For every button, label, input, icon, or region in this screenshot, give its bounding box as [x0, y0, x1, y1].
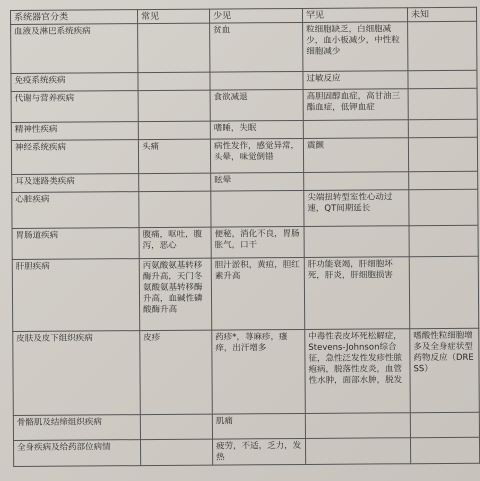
uncommon-cell: 肌痛 [212, 413, 305, 439]
common-cell: 丙氨酸氨基转移酶升高，天门冬氨酸氨基转移酶升高，血碱性磷酸酶升高 [139, 258, 212, 331]
common-cell: 皮疹 [140, 330, 213, 415]
uncommon-cell: 嗜睡，失眠 [210, 120, 303, 139]
table-row [11, 21, 477, 73]
organ-class-cell: 免疫系统疾病 [11, 73, 138, 92]
uncommon-cell [211, 190, 304, 227]
organ-class-cell: 胃肠道疾病 [12, 228, 139, 260]
common-cell [138, 90, 210, 122]
table-row [12, 189, 478, 228]
rare-cell: 肝功能衰竭，肝细胞坏死，肝炎，肝细胞损害 [304, 257, 410, 330]
uncommon-cell: 病性发作，感觉异常，头晕，味觉倒错 [210, 138, 303, 173]
common-cell [139, 191, 211, 228]
unknown-cell [409, 225, 478, 256]
uncommon-cell: 疲劳，不适，乏力，发热 [213, 438, 306, 465]
header-organ-class: 系统器官分类 [11, 10, 138, 25]
organ-class-cell: 骨骼肌及结缔组织疾病 [13, 415, 140, 441]
rare-cell [303, 120, 408, 139]
common-cell [139, 173, 211, 192]
table-row [13, 328, 480, 415]
header-common: 常见 [138, 9, 210, 24]
uncommon-cell: 便秘，消化不良，胃肠胀气，口干 [211, 226, 304, 258]
organ-class-cell: 耳及迷路类疾病 [12, 174, 139, 193]
common-cell: 头痛 [138, 139, 210, 174]
table-row [14, 437, 480, 466]
unknown-cell [408, 88, 477, 119]
table-row [11, 88, 477, 122]
uncommon-cell: 贫血 [210, 22, 303, 72]
rare-cell: 中毒性表皮坏死松解症，Stevens-Johnson综合征，急性泛发性发疹性脓疱病，脱落性皮炎，血管性水肿，面部水肿，脱发 [305, 329, 411, 414]
rare-cell [304, 226, 409, 258]
table-row [12, 225, 478, 259]
organ-class-cell: 肝胆疾病 [12, 259, 139, 332]
uncommon-cell: 药疹*，荨麻疹，瘙痒，出汗增多 [212, 329, 306, 414]
rare-cell [304, 172, 409, 191]
rare-cell [305, 413, 410, 439]
rare-cell [305, 438, 410, 465]
unknown-cell [408, 21, 477, 70]
header-uncommon: 少见 [209, 8, 302, 23]
unknown-cell [410, 437, 479, 463]
rare-cell: 粒细胞缺乏，白细胞减少，血小板减少，中性粒细胞减少 [303, 22, 408, 72]
organ-class-cell: 心脏疾病 [12, 192, 139, 229]
unknown-cell [409, 189, 478, 225]
table-row [13, 412, 479, 440]
uncommon-cell: 胆汁淤积，黄疸，胆红素升高 [211, 257, 305, 330]
table-row [12, 256, 478, 331]
unknown-cell [409, 171, 478, 189]
rare-cell: 高胆固醇血症，高甘油三酯血症，低钾血症 [303, 89, 408, 121]
unknown-cell: 嗜酸性粒细胞增多及全身症状型药物反应（DRESS） [410, 328, 480, 412]
uncommon-cell [210, 71, 303, 90]
unknown-cell [408, 137, 477, 171]
common-cell [138, 121, 210, 140]
rare-cell: 震颤 [303, 138, 408, 173]
common-cell [138, 72, 210, 91]
table-row [11, 137, 477, 174]
adverse-reactions-table [10, 7, 480, 467]
common-cell [140, 414, 212, 440]
organ-class-cell: 全身疾病及给药部位病情 [14, 440, 141, 467]
common-cell [138, 23, 210, 73]
uncommon-cell: 食欲减退 [210, 89, 303, 121]
unknown-cell [409, 256, 479, 328]
organ-class-cell: 血液及淋巴系统疾病 [11, 24, 138, 74]
uncommon-cell: 眩晕 [211, 172, 304, 191]
unknown-cell [408, 119, 477, 137]
organ-class-cell: 代谢与营养疾病 [11, 91, 138, 123]
rare-cell: 尖端扭转型室性心动过速，QT间期延长 [304, 190, 409, 227]
header-rare: 罕见 [302, 8, 407, 23]
unknown-cell [410, 412, 479, 437]
rare-cell: 过敏反应 [303, 71, 408, 90]
unknown-cell [408, 70, 477, 88]
organ-class-cell: 皮肤及皮下组织疾病 [13, 331, 141, 416]
common-cell [141, 439, 213, 466]
organ-class-cell: 神经系统疾病 [11, 140, 138, 175]
organ-class-cell: 精神性疾病 [11, 122, 138, 141]
common-cell: 腹痛，呕吐，腹泻，恶心 [139, 227, 211, 259]
header-unknown: 未知 [407, 7, 476, 21]
